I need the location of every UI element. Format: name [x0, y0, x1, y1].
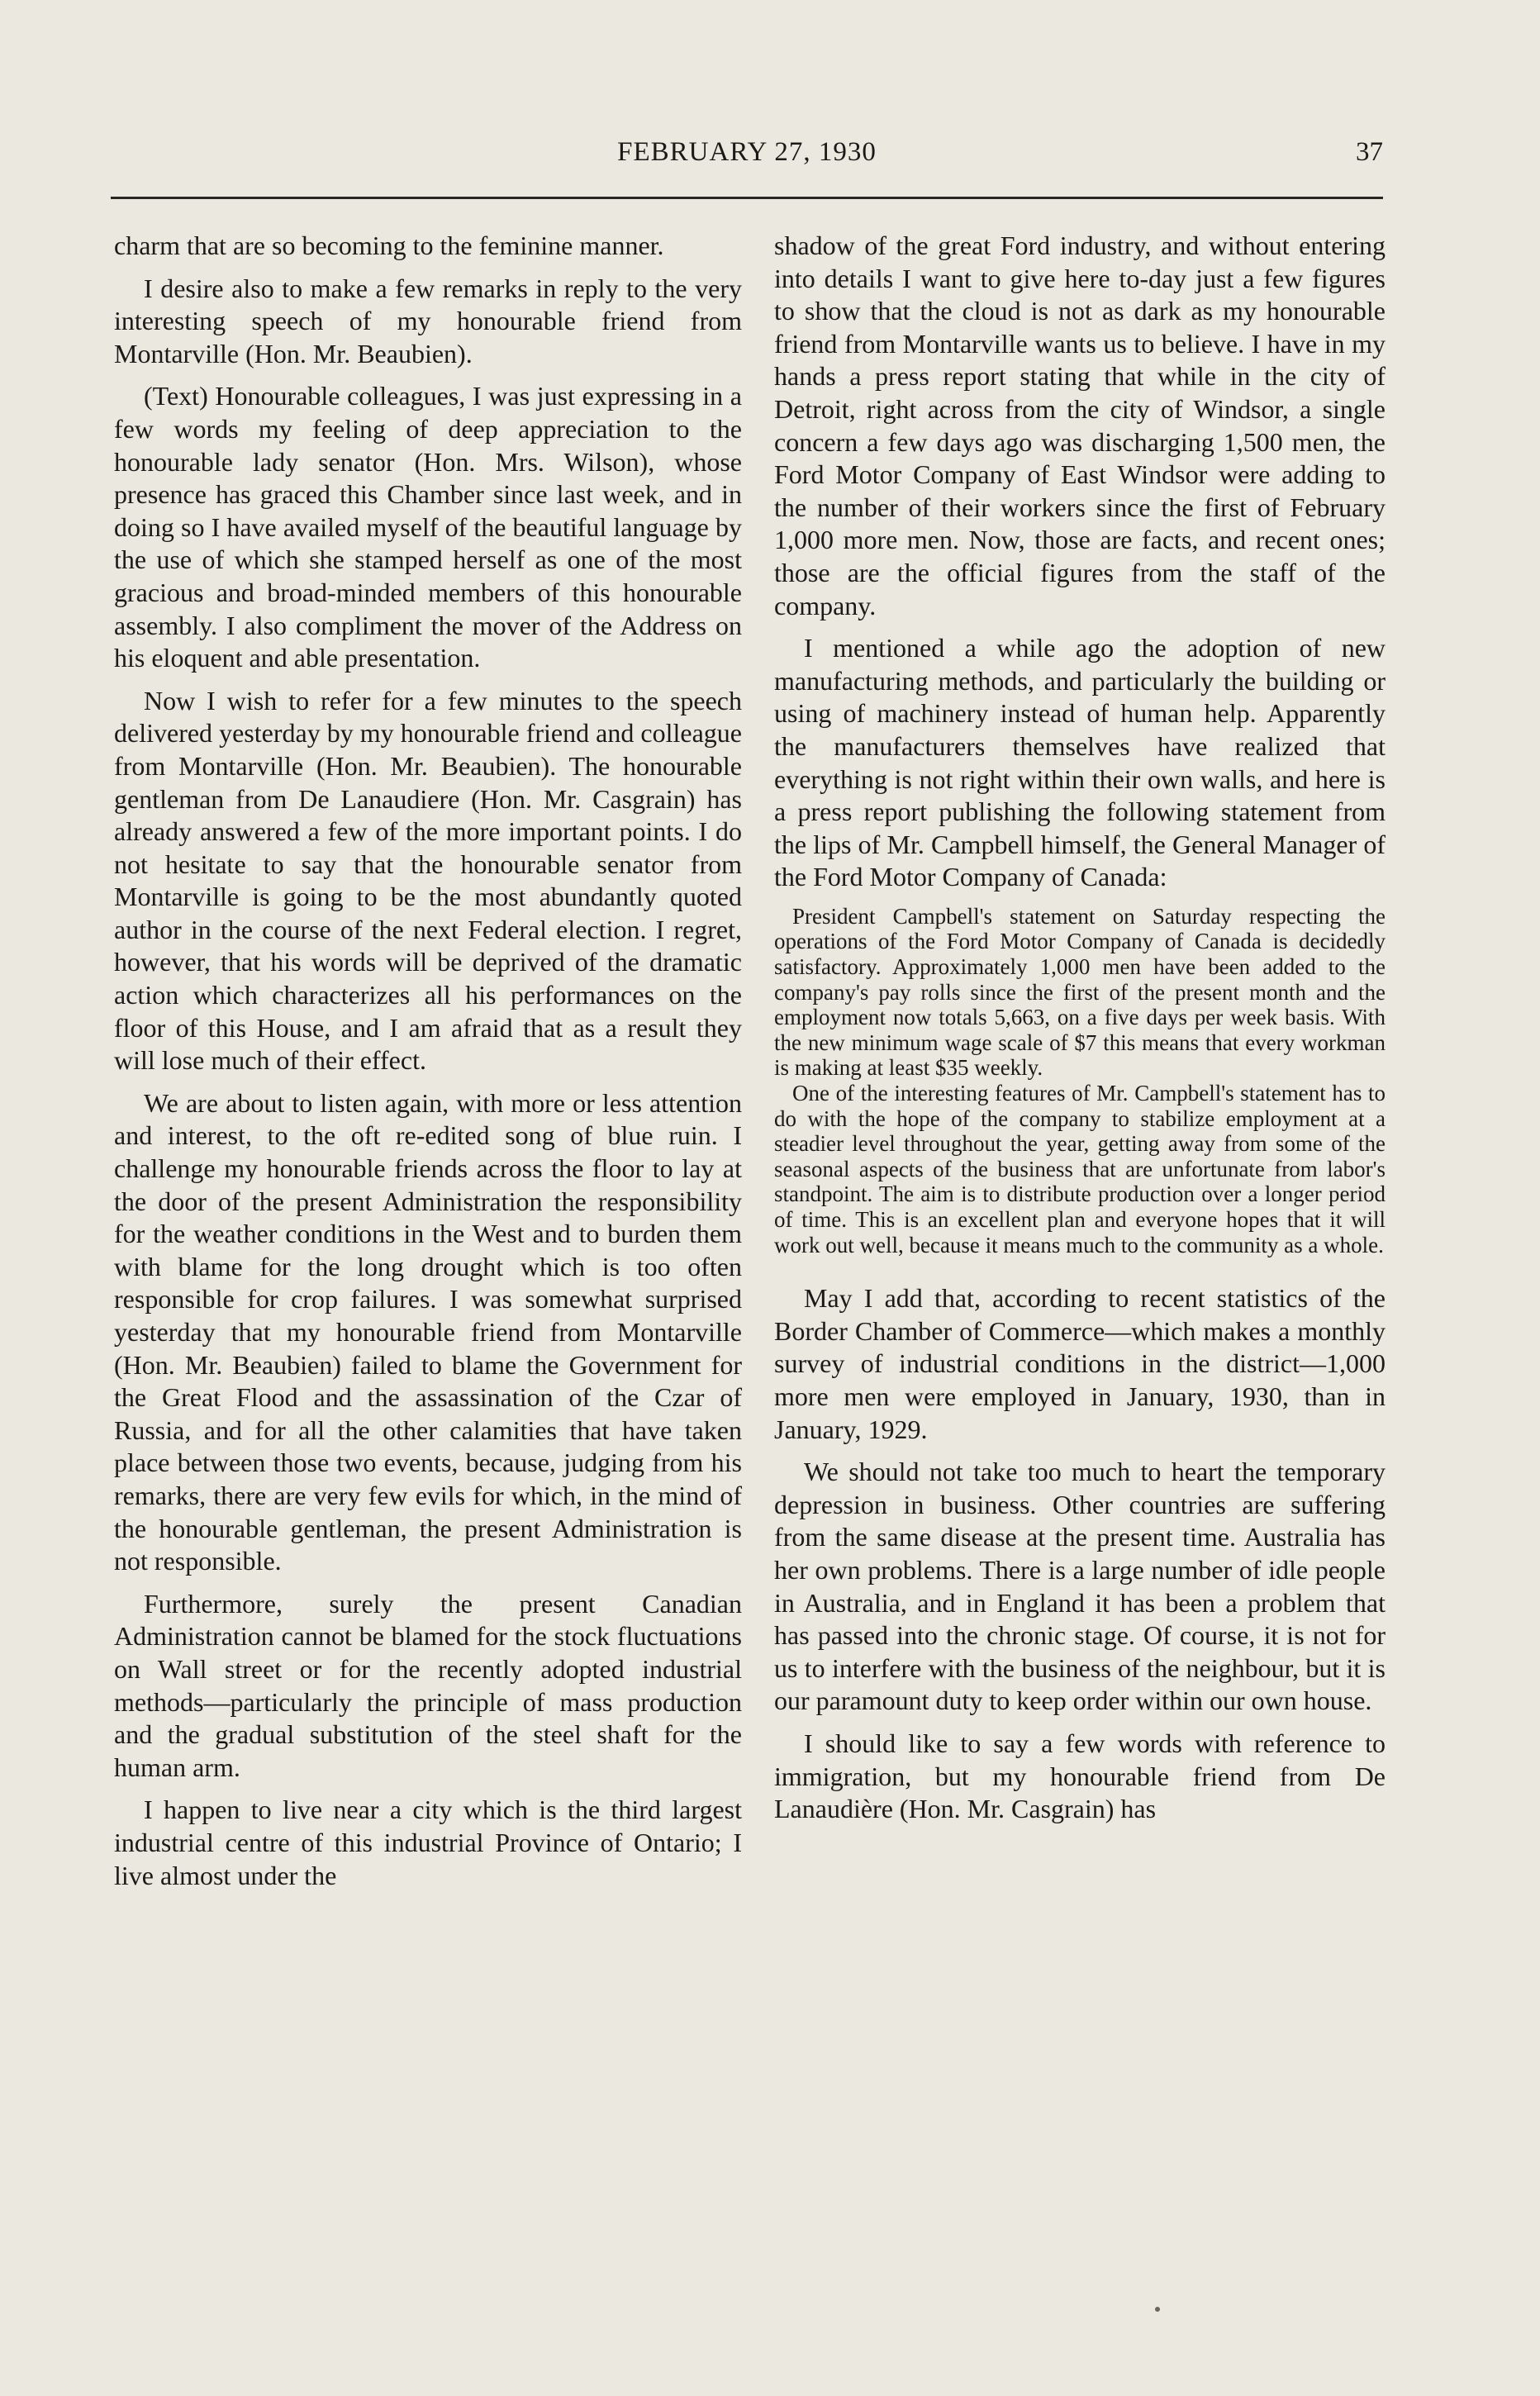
header-rule: [111, 197, 1383, 199]
page-number: 37: [1356, 137, 1383, 167]
page-date: FEBRUARY 27, 1930: [617, 137, 877, 167]
left-column: [114, 230, 742, 1902]
paragraph: (Text) Honourable colleagues, I was just expressing in a few words my feeling of deep appreciation to the honourable lady senator (Hon. Mrs. Wilson), whose presence has graced this Chamber since last week, and in doing so I have availed myself of the beautiful language by the use of which she stamped herself as one of the most gracious and broad-minded members of this honourable assembly. I also compliment the mover of the Address on his eloquent and able presentation.: [114, 381, 742, 673]
paragraph: I should like to say a few words with reference to immigration, but my honourable friend from De Lanaudière (Hon. Mr. Casgrain) has: [774, 1728, 1386, 1824]
print-speck: [1155, 2307, 1160, 2312]
paragraph: We are about to listen again, with more or less attention and interest, to the oft re-edited song of blue ruin. I challenge my honourable friends across the floor to lay at the door of the present Administration the responsibility for the weather conditions in the West and to burden them with blame for the long drought which is too often responsible for crop failures. I was somewhat surprised yesterday that my honourable friend from Montarville (Hon. Mr. Beaubien) failed to blame the Government for the Great Flood and the assassination of the Czar of Russia, and for all the other calamities that have taken place between those two events, because, judging from his remarks, there are very few evils for which, in the mind of the honourable gentleman, the present Administration is not responsible.: [114, 1087, 742, 1576]
right-column: [774, 230, 1386, 1836]
paragraph: charm that are so becoming to the feminine manner.: [114, 231, 664, 260]
paragraph: Now I wish to refer for a few minutes to the speech delivered yesterday by my honourable friend and colleague from Montarville (Hon. Mr. Beaubien). The honourable gentleman from De Lanaudiere (Hon. Mr. Casgrain) has already answered a few of the more important points. I do not hesitate to say that the honourable senator from Montarville is going to be the most abundantly quoted author in the course of the next Federal election. I regret, however, that his words will be deprived of the dramatic action which characterizes all his performances on the floor of this House, and I am afraid that as a result they will lose much of their effect.: [114, 685, 742, 1076]
quote-paragraph: President Campbell's statement on Saturday respecting the operations of the Ford Motor Company of Canada is decidedly satisfactory. Approximately 1,000 men have been added to the company's pay rolls since the first of the present month and the employment now totals 5,663, on a five days per week basis. With the new minimum wage scale of $7 this means that every workman is making at least $35 weekly.: [774, 903, 1386, 1081]
paragraph: I happen to live near a city which is the third largest industrial centre of this industrial Province of Ontario; I live almost under the: [114, 1795, 742, 1890]
paragraph: Furthermore, surely the present Canadian Administration cannot be blamed for the stock fluctuations on Wall street or for the recently adopted industrial methods—particularly the principle of mass production and the gradual substitution of the steel shaft for the human arm.: [114, 1588, 742, 1782]
paragraph: May I add that, according to recent statistics of the Border Chamber of Commerce—which makes a monthly survey of industrial conditions in the district—1,000 more men were employed in January, 1930, than in January, 1929.: [774, 1283, 1386, 1444]
paragraph: I desire also to make a few remarks in reply to the very interesting speech of my honourable friend from Montarville (Hon. Mr. Beaubien).: [114, 273, 742, 368]
quote-paragraph: One of the interesting features of Mr. Campbell's statement has to do with the hope of the company to stabilize employment at a steadier level throughout the year, getting away from some of the seasonal aspects of the business that are unfortunate from labor's standpoint. The aim is to distribute production over a longer period of time. This is an excellent plan and everyone hopes that it will work out well, because it means much to the community as a whole.: [774, 1081, 1386, 1257]
page-header: [111, 137, 1383, 178]
paragraph: shadow of the great Ford industry, and without entering into details I want to give here to-day just a few figures to show that the cloud is not as dark as my honourable friend from Montarville wants us to believe. I have in my hands a press report stating that while in the city of Detroit, right across from the city of Windsor, a single concern a few days ago was discharging 1,500 men, the Ford Motor Company of East Windsor were adding to the number of their workers since the first of February 1,000 more men. Now, those are facts, and recent ones; those are the official figures from the staff of the company.: [774, 231, 1386, 620]
press-quote: [774, 904, 1386, 1257]
paragraph: I mentioned a while ago the adoption of new manufacturing methods, and particularly the building or using of machinery instead of human help. Apparently the manufacturers themselves have realized that everything is not right within their own walls, and here is a press report publishing the following statement from the lips of Mr. Campbell himself, the General Manager of the Ford Motor Company of Canada:: [774, 633, 1386, 892]
paragraph: We should not take too much to heart the temporary depression in business. Other countries are suffering from the same disease at the present time. Australia has her own problems. There is a large number of idle people in Australia, and in England it has been a problem that has passed into the chronic stage. Of course, it is not for us to interfere with the business of the neighbour, but it is our paramount duty to keep order within our own house.: [774, 1457, 1386, 1716]
